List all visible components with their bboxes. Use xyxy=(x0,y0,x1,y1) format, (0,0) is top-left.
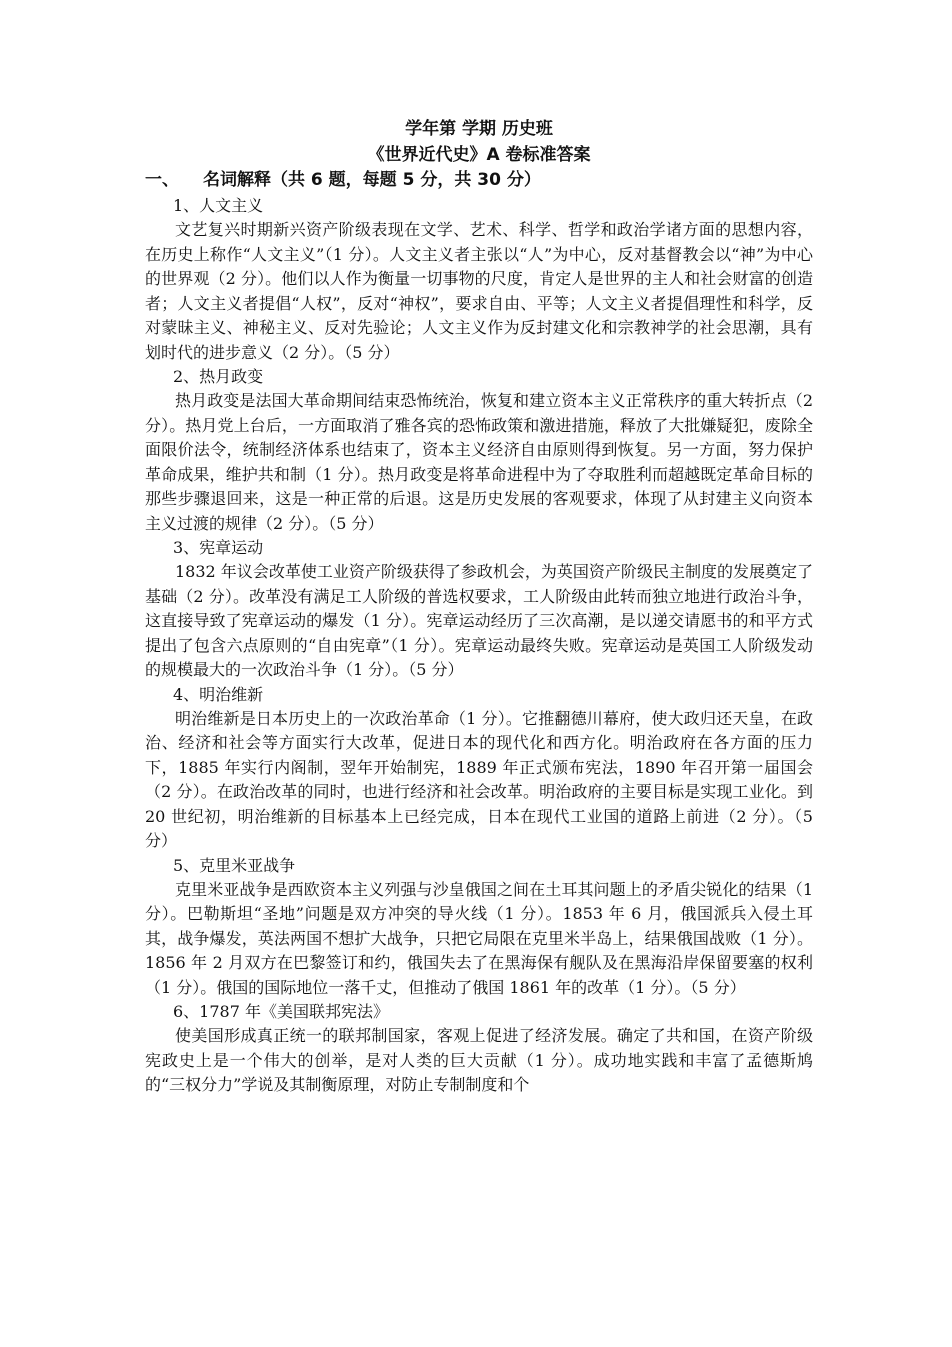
term-title: 3、宪章运动 xyxy=(173,538,264,557)
term-title: 4、明治维新 xyxy=(173,684,264,704)
term-title: 5、克里米亚战争 xyxy=(173,855,296,875)
term-title: 1、人文主义 xyxy=(173,196,264,215)
answer-item xyxy=(145,194,813,365)
answer-item xyxy=(145,854,813,1001)
document-title-line1: 学年第 学期 历史班 xyxy=(405,119,553,139)
answer-item xyxy=(145,365,813,536)
section-number: 一、 xyxy=(145,170,179,190)
section-title: 名词解释（共 6 题，每题 5 分，共 30 分） xyxy=(203,170,541,190)
section-heading xyxy=(145,168,813,192)
term-explanation: 克里米亚战争是西欧资本主义列强与沙皇俄国之间在土耳其问题上的矛盾尖锐化的结果（1 分）。巴勒斯坦“圣地”问题是双方冲突的导火线（1 分）。1853 年 6 月，俄国派兵入侵土耳其，战争爆发，英法两国不想扩大战争，只把它局限在克里米半岛上，结果俄国战败（1 分）。1856 年 2 月双方在巴黎签订和约，俄国失去了在黑海保有舰队及在黑海沿岸保留要塞的权利（1 分）。俄国的国际地位一落千丈，但推动了俄国 1861 年的改革（1 分）。（5 分） xyxy=(145,879,813,997)
document-content xyxy=(145,116,813,1098)
term-explanation: 热月政变是法国大革命期间结束恐怖统治，恢复和建立资本主义正常秩序的重大转折点（2 分）。热月党上台后，一方面取消了雅各宾的恐怖政策和激进措施，释放了大批嫌疑犯，废除全面限价法令，统制经济体系也结束了，资本主义经济自由原则得到恢复。另一方面，努力保护革命成果，维护共和制（1 分）。热月政变是将革命进程中为了夺取胜利而超越既定革命目标的那些步骤退回来，这是一种正常的后退。这是历史发展的客观要求，体现了从封建主义向资本主义过渡的规律（2 分）。（5 分） xyxy=(145,391,813,533)
answer-item xyxy=(145,536,813,683)
answer-item xyxy=(145,683,813,854)
term-title: 6、1787 年《美国联邦宪法》 xyxy=(173,1002,389,1021)
term-explanation: 使美国形成真正统一的联邦制国家，客观上促进了经济发展。确定了共和国，在资产阶级宪政史上是一个伟大的创举，是对人类的巨大贡献（1 分）。成功地实践和丰富了孟德斯鸠的“三权分力”学说及其制衡原理，对防止专制制度和个 xyxy=(145,1026,813,1094)
document-title-line2: 《世界近代史》A 卷标准答案 xyxy=(367,145,591,165)
term-explanation: 明治维新是日本历史上的一次政治革命（1 分）。它推翻德川幕府，使大政归还天皇，在政治、经济和社会等方面实行大改革，促进日本的现代化和西方化。明治政府在各方面的压力下，1885 年实行内阁制，翌年开始制宪，1889 年正式颁布宪法，1890 年召开第一届国会（2 分）。在政治改革的同时，也进行经济和社会改革。明治政府的主要目标是实现工业化。到 20 世纪初，明治维新的目标基本上已经完成，日本在现代工业国的道路上前进（2 分）。（5 分） xyxy=(145,708,813,850)
term-explanation: 1832 年议会改革使工业资产阶级获得了参政机会，为英国资产阶级民主制度的发展奠定了基础（2 分）。改革没有满足工人阶级的普选权要求，工人阶级由此转而独立地进行政治斗争，这直接导致了宪章运动的爆发（1 分）。宪章运动经历了三次高潮，是以递交请愿书的和平方式提出了包含六点原则的“自由宪章”（1 分）。宪章运动最终失败。宪章运动是英国工人阶级发动的规模最大的一次政治斗争（1 分）。（5 分） xyxy=(145,562,813,679)
answer-item xyxy=(145,1000,813,1098)
term-title: 2、热月政变 xyxy=(173,367,264,386)
term-explanation: 文艺复兴时期新兴资产阶级表现在文学、艺术、科学、哲学和政治学诸方面的思想内容，在历史上称作“人文主义”（1 分）。人文主义者主张以“人”为中心，反对基督教会以“神”为中心的世界观（2 分）。他们以人作为衡量一切事物的尺度，肯定人是世界的主人和社会财富的创造者；人文主义者提倡“人权”，反对“神权”，要求自由、平等；人文主义者提倡理性和科学，反对蒙昧主义、神秘主义、反对先验论；人文主义作为反封建文化和宗教神学的社会思潮，具有划时代的进步意义（2 分）。（5 分） xyxy=(145,220,813,362)
